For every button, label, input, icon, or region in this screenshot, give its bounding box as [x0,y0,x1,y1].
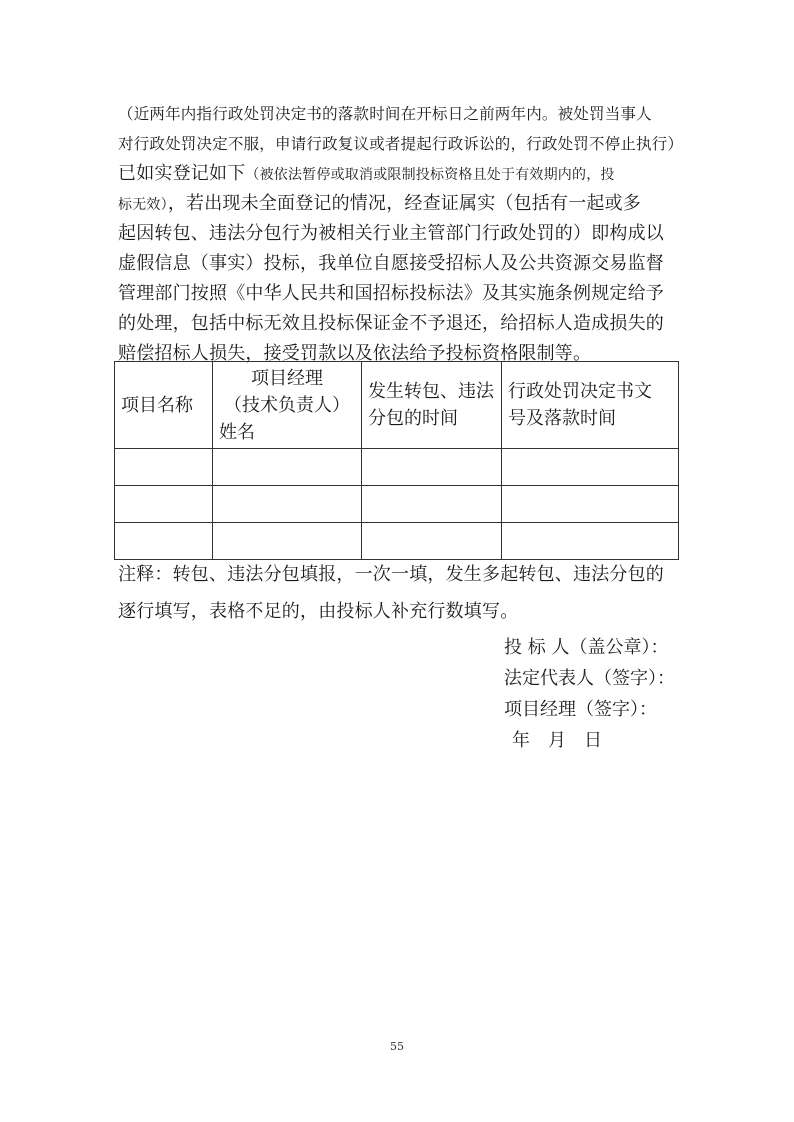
bidder-seal-label: 投 标 人（盖公章）： [504,637,669,658]
table-cell[interactable] [213,486,362,523]
table-row [115,449,679,486]
paragraph-line: 对行政处罚决定不服，申请行政复议或者提起行政诉讼的，行政处罚不停止执行） [118,135,684,153]
table-cell[interactable] [213,523,362,560]
table-cell[interactable] [115,486,213,523]
table-header-row [115,362,679,449]
paragraph-line: 的处理，包括中标无效且投标保证金不予退还，给招标人造成损失的 [118,313,664,334]
table-note [118,556,688,630]
project-manager-signature-label: 项目经理（签字）： [504,699,657,720]
legal-representative-signature-label: 法定代表人（签字）： [504,668,675,689]
paragraph-line: 标无效），若出现未全面登记的情况，经查证属实（包括有一起或多 [118,193,642,214]
header-penalty-document: 行政处罚决定书文 号及落款时间 [502,362,679,449]
signature-block [504,632,675,756]
paragraph-line: 赔偿招标人损失，接受罚款以及依法给予投标资格限制等。 [118,343,592,364]
paragraph-line: （近两年内指行政处罚决定书的落款时间在开标日之前两年内。被处罚当事人 [118,105,652,123]
declaration-paragraph [118,99,688,369]
table-row [115,523,679,560]
table-cell[interactable] [115,449,213,486]
table-cell[interactable] [362,449,502,486]
table-cell[interactable] [362,486,502,523]
table-cell[interactable] [362,523,502,560]
paragraph-line: 起因转包、违法分包行为被相关行业主管部门行政处罚的）即构成以 [118,223,664,244]
page-number: 55 [390,1040,404,1053]
header-violation-time: 发生转包、违法 分包的时间 [362,362,502,449]
table-cell[interactable] [502,523,679,560]
note-line: 逐行填写，表格不足的，由投标人补充行数填写。 [118,601,519,622]
table-cell[interactable] [213,449,362,486]
table-row [115,486,679,523]
header-project-manager: 项目经理 （技术负责人） 姓名 [213,362,362,449]
table-cell[interactable] [502,449,679,486]
paragraph-line: 管理部门按照《中华人民共和国招标投标法》及其实施条例规定给予 [118,283,664,304]
date-label: 年 月 日 [512,730,602,751]
table-cell[interactable] [502,486,679,523]
header-project-name: 项目名称 [115,362,213,449]
paragraph-line: 已如实登记如下（被依法暂停或取消或限制投标资格且处于有效期内的，投 [118,163,615,184]
note-line: 注释：转包、违法分包填报，一次一填，发生多起转包、违法分包的 [118,564,664,585]
paragraph-line: 虚假信息（事实）投标，我单位自愿接受招标人及公共资源交易监督 [118,253,664,274]
violation-record-table [114,361,679,560]
table-cell[interactable] [115,523,213,560]
